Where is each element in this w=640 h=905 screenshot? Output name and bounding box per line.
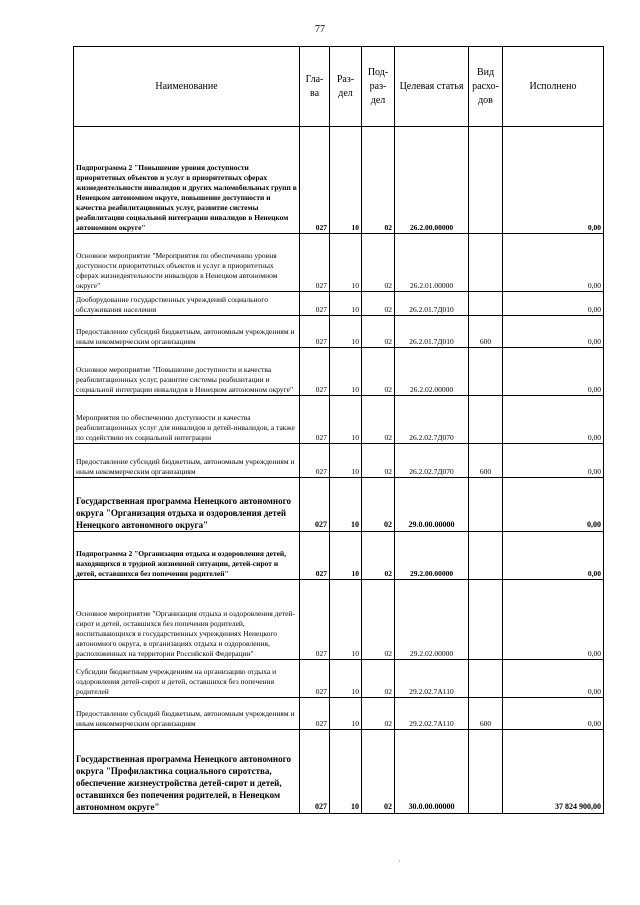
cell-expense-type <box>469 580 503 660</box>
header-expense-type: Вид расхо-дов <box>469 47 503 127</box>
cell-name: Предоставление субсидий бюджетным, автономным учреждениям и иным некоммерческим организациям <box>74 698 300 730</box>
cell-expense-type <box>469 660 503 698</box>
cell-section: 10 <box>330 292 362 316</box>
table-row <box>74 698 604 730</box>
table-row <box>74 580 604 660</box>
cell-name: Основное мероприятие "Мероприятия по обеспечению уровня доступности приоритетных объектов и услуг в приоритетных сферах жизнедеятельности инвалидов в Ненецком автономном округе" <box>74 234 300 292</box>
cell-amount: 0,00 <box>503 532 604 580</box>
cell-amount: 0,00 <box>503 660 604 698</box>
cell-chapter: 027 <box>300 234 330 292</box>
cell-name: Основное мероприятие "Повышение доступности и качества реабилитационных услуг, развитие системы реабилитации и социальной интеграции инвалидов в Ненецком автономном округе" <box>74 348 300 396</box>
cell-name: Государственная программа Ненецкого автономного округа "Организация отдыха и оздоровления детей Ненецкого автономного округа" <box>74 478 300 532</box>
cell-subsection: 02 <box>362 348 395 396</box>
cell-section: 10 <box>330 316 362 348</box>
cell-subsection: 02 <box>362 660 395 698</box>
cell-section: 10 <box>330 478 362 532</box>
cell-subsection: 02 <box>362 127 395 234</box>
cell-amount: 0,00 <box>503 292 604 316</box>
header-name: Наименование <box>74 47 300 127</box>
cell-section: 10 <box>330 127 362 234</box>
cell-subsection: 02 <box>362 478 395 532</box>
table-row <box>74 234 604 292</box>
cell-name: Государственная программа Ненецкого автономного округа "Профилактика социального сиротства, обеспечение жизнеустройства детей-сирот и детей, оставшихся без попечения родителей, в Ненецком автономном округе" <box>74 730 300 814</box>
table-row <box>74 478 604 532</box>
cell-chapter: 027 <box>300 444 330 478</box>
cell-section: 10 <box>330 698 362 730</box>
cell-amount: 0,00 <box>503 396 604 444</box>
cell-chapter: 027 <box>300 730 330 814</box>
cell-subsection: 02 <box>362 730 395 814</box>
cell-name: Предоставление субсидий бюджетным, автономным учреждениям и иным некоммерческим организациям <box>74 444 300 478</box>
cell-section: 10 <box>330 444 362 478</box>
cell-expense-type <box>469 532 503 580</box>
table-row <box>74 660 604 698</box>
cell-target: 30.0.00.00000 <box>395 730 469 814</box>
cell-subsection: 02 <box>362 292 395 316</box>
cell-section: 10 <box>330 396 362 444</box>
cell-target: 29.2.02.00000 <box>395 580 469 660</box>
header-executed: Исполнено <box>503 47 604 127</box>
cell-name: Подпрограмма 2 "Организация отдыха и оздоровления детей, находящихся в трудной жизненной ситуации, детей-сирот и детей, оставшихся без попечения родителей" <box>74 532 300 580</box>
cell-subsection: 02 <box>362 444 395 478</box>
header-subsection: Под-раз-дел <box>362 47 395 127</box>
cell-chapter: 027 <box>300 348 330 396</box>
table-row <box>74 396 604 444</box>
cell-section: 10 <box>330 234 362 292</box>
table-row <box>74 444 604 478</box>
cell-amount: 0,00 <box>503 478 604 532</box>
cell-amount: 0,00 <box>503 348 604 396</box>
cell-target: 29.0.00.00000 <box>395 478 469 532</box>
cell-target: 26.2.02.00000 <box>395 348 469 396</box>
cell-subsection: 02 <box>362 580 395 660</box>
cell-subsection: 02 <box>362 396 395 444</box>
cell-amount: 0,00 <box>503 234 604 292</box>
cell-name: Подпрограмма 2 "Повышение уровня доступности приоритетных объектов и услуг в приоритетных сферах жизнедеятельности инвалидов и других маломобильных групп в Ненецком автономном округе, повышение доступности и качества реабилитационных услуг, развитие системы реабилитации социальной интеграции инвалидов в Ненецком автономном округе" <box>74 127 300 234</box>
table-header-row <box>74 47 604 127</box>
cell-subsection: 02 <box>362 316 395 348</box>
table-row <box>74 316 604 348</box>
header-section: Раз-дел <box>330 47 362 127</box>
cell-target: 29.2.00.00000 <box>395 532 469 580</box>
budget-table <box>73 46 604 814</box>
cell-amount: 0,00 <box>503 127 604 234</box>
cell-chapter: 027 <box>300 580 330 660</box>
cell-amount: 37 824 900,00 <box>503 730 604 814</box>
header-target: Целевая статья <box>395 47 469 127</box>
cell-amount: 0,00 <box>503 316 604 348</box>
cell-target: 29.2.02.7А110 <box>395 660 469 698</box>
cell-target: 26.2.00.00000 <box>395 127 469 234</box>
table-row <box>74 348 604 396</box>
table-row <box>74 730 604 814</box>
cell-section: 10 <box>330 348 362 396</box>
cell-section: 10 <box>330 730 362 814</box>
cell-expense-type: 600 <box>469 698 503 730</box>
cell-target: 26.2.02.7Д070 <box>395 396 469 444</box>
cell-amount: 0,00 <box>503 698 604 730</box>
cell-name: Предоставление субсидий бюджетным, автономным учреждениям и иным некоммерческим организациям <box>74 316 300 348</box>
cell-chapter: 027 <box>300 660 330 698</box>
cell-expense-type <box>469 292 503 316</box>
cell-chapter: 027 <box>300 316 330 348</box>
cell-expense-type <box>469 478 503 532</box>
cell-expense-type <box>469 730 503 814</box>
cell-expense-type <box>469 127 503 234</box>
cell-section: 10 <box>330 580 362 660</box>
cell-name: Субсидии бюджетным учреждениям на организацию отдыха и оздоровления детей-сирот и детей, оставшихся без попечения родителей <box>74 660 300 698</box>
cell-subsection: 02 <box>362 698 395 730</box>
cell-target: 26.2.01.00000 <box>395 234 469 292</box>
cell-expense-type: 600 <box>469 316 503 348</box>
cell-amount: 0,00 <box>503 444 604 478</box>
table-row <box>74 127 604 234</box>
cell-chapter: 027 <box>300 292 330 316</box>
cell-amount: 0,00 <box>503 580 604 660</box>
cell-target: 26.2.01.7Д010 <box>395 292 469 316</box>
cell-chapter: 027 <box>300 532 330 580</box>
cell-chapter: 027 <box>300 698 330 730</box>
cell-expense-type <box>469 234 503 292</box>
scan-mark: · <box>398 857 401 866</box>
cell-subsection: 02 <box>362 532 395 580</box>
cell-target: 26.2.01.7Д010 <box>395 316 469 348</box>
cell-section: 10 <box>330 532 362 580</box>
cell-expense-type <box>469 348 503 396</box>
header-chapter: Гла-ва <box>300 47 330 127</box>
cell-expense-type <box>469 396 503 444</box>
cell-chapter: 027 <box>300 396 330 444</box>
cell-target: 26.2.02.7Д070 <box>395 444 469 478</box>
cell-chapter: 027 <box>300 127 330 234</box>
cell-target: 29.2.02.7А110 <box>395 698 469 730</box>
table-row <box>74 292 604 316</box>
page-number: 77 <box>315 24 325 35</box>
cell-subsection: 02 <box>362 234 395 292</box>
cell-expense-type: 600 <box>469 444 503 478</box>
cell-section: 10 <box>330 660 362 698</box>
cell-name: Мероприятия по обеспечению доступности и качества реабилитационных услуг для инвалидов и детей-инвалидов, а также по содействию их социальной интеграции <box>74 396 300 444</box>
table-row <box>74 532 604 580</box>
cell-chapter: 027 <box>300 478 330 532</box>
cell-name: Основное мероприятие "Организация отдыха и оздоровления детей-сирот и детей, оставшихся без попечения родителей, воспитывающихся в государственных учреждениях Ненецкого автономного округа, в организациях отдыха и оздоровления, расположенных на территории Российской Федерации" <box>74 580 300 660</box>
cell-name: Дооборудование государственных учреждений социального обслуживания населения <box>74 292 300 316</box>
